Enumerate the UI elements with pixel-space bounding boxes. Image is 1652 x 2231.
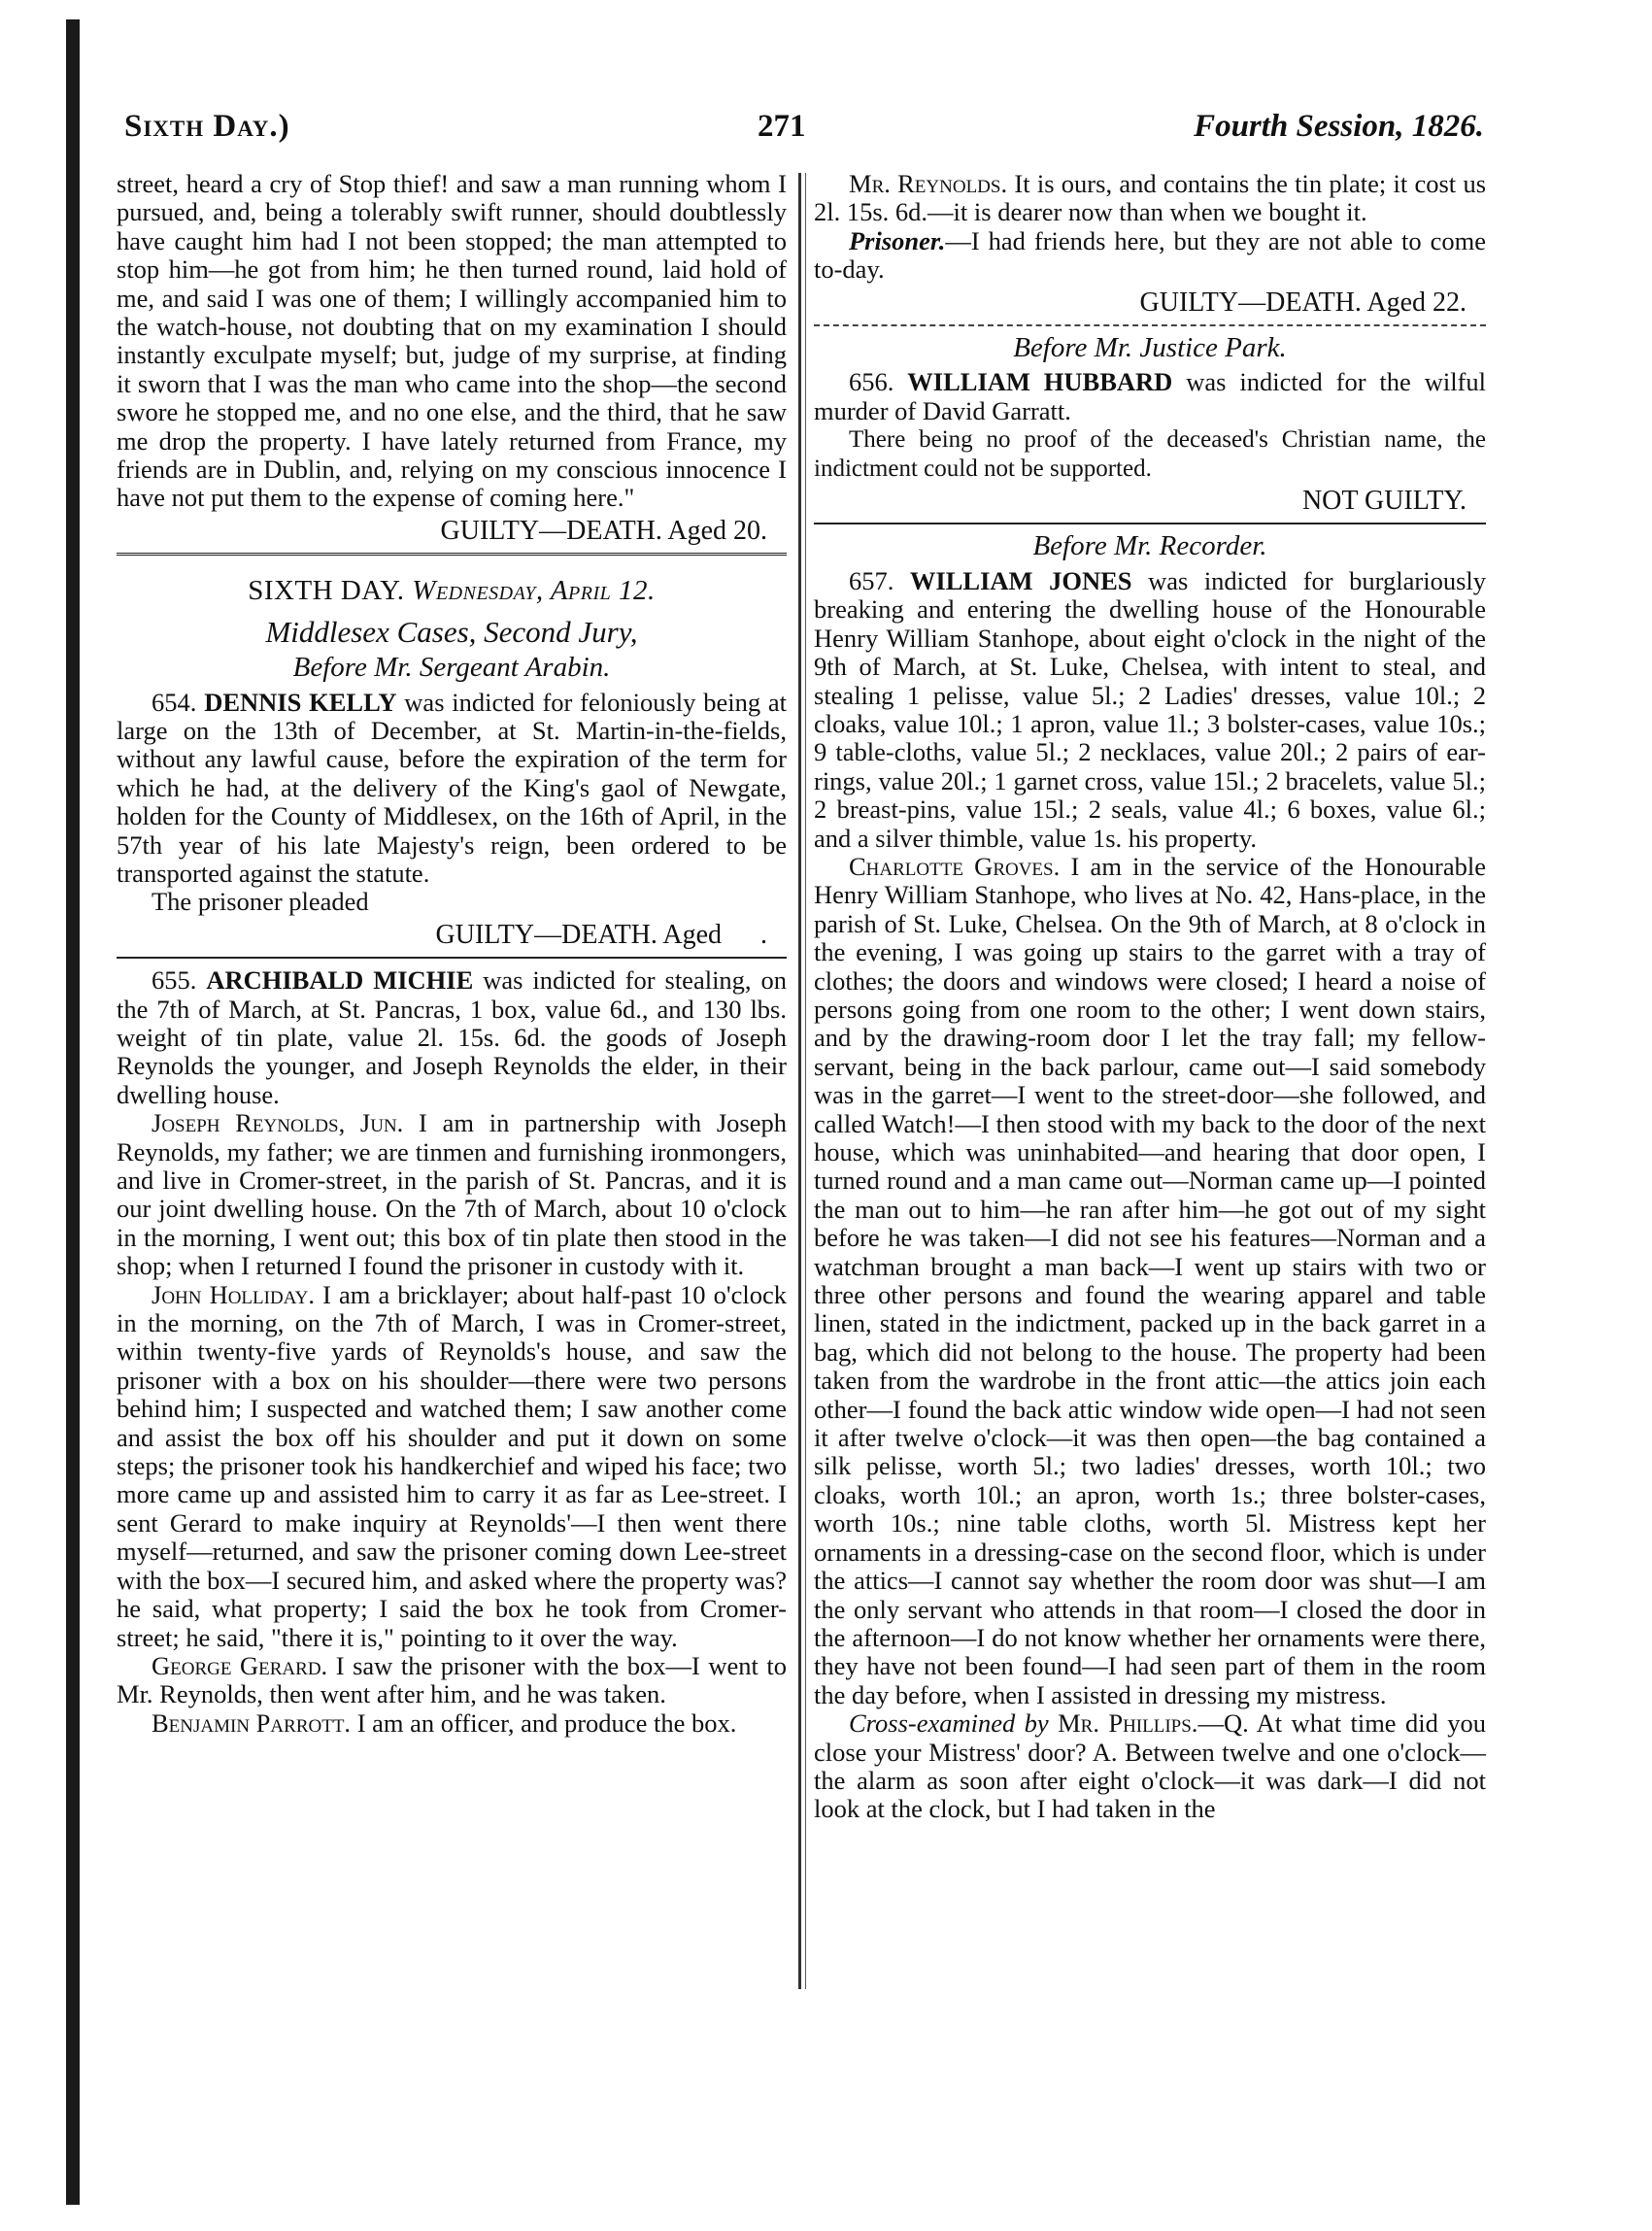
- verdict-text: GUILTY—DEATH. Aged: [435, 919, 722, 950]
- witness-testimony: [117, 1109, 787, 1280]
- case-656: [814, 368, 1486, 425]
- testimony-text: I am in partnership with Joseph Reynolds, my father; we are tinmen and furnishing ironmongers, and live in Cromer-street, in the parish of St. Pancras, and it is our joint dwelling house. On the 7th of March, about 10 o'clock in the morning, I went out; this box of tin plate then stood in the shop; when I returned I found the prisoner in custody with it.: [117, 1108, 787, 1281]
- day-date: Wednesday, April 12.: [412, 575, 656, 607]
- testimony-text: I am a bricklayer; about half-past 10 o'clock in the morning, on the 7th of March, I was in Cromer-street, within twenty-five yards of Reynolds's house, and saw the prisoner with a box on his shoulder—there were two persons behind him; I suspected and watched them; I saw another come and assist the box off his shoulder and put it down on some steps; the prisoner took his handkerchief and wiped his face; two more came up and assisted him to carry it as far as Lee-street. I sent Gerard to make inquiry at Reynolds'—I then went there myself—returned, and saw the prisoner coming down Lee-street with the box—I secured him, and asked where the property was? he said, what property; I said the box he took from Cromer-street; he said, "there it is," pointing to it over the way.: [117, 1279, 787, 1652]
- prisoner-label: Prisoner.: [849, 225, 946, 255]
- case-text: was indicted for the wilful murder of David Garratt.: [814, 367, 1486, 425]
- right-column: [814, 170, 1486, 1824]
- verdict: GUILTY—DEATH. Aged .: [435, 919, 767, 950]
- case-rule: [814, 324, 1486, 326]
- case-text: was indicted for feloniously being at large on the 13th of December, at St. Martin-in-the-fields, without any lawful cause, before the expiration of the term for which he had, at the delivery of the King's gaol of Newgate, holden for the County of Middlesex, on the 16th of April, in the 57th year of his late Majesty's reign, been ordered to be transported against the statute.: [117, 687, 788, 888]
- jury-subtitle: Middlesex Cases, Second Jury,: [265, 614, 638, 649]
- witness-testimony: [117, 1281, 787, 1652]
- witness-testimony: [814, 853, 1486, 1709]
- counsel-name: Mr. Phillips.: [1058, 1708, 1198, 1739]
- defendant-name: WILLIAM HUBBARD: [907, 367, 1173, 397]
- judge-heading: Before Mr. Justice Park.: [1013, 332, 1287, 364]
- day-title: SIXTH DAY.: [248, 575, 405, 607]
- cross-text: —Q. At what time did you close your Mistress' door? A. Between twelve and one o'clock—the alarm as soon after eight o'clock—it was dark—I did not look at the clock, but I had taken in the: [814, 1708, 1486, 1824]
- defendant-name: ARCHIBALD MICHIE: [206, 965, 474, 996]
- case-rule: [117, 957, 787, 959]
- case-number: 656.: [849, 367, 894, 397]
- cross-examination: [814, 1709, 1486, 1824]
- prisoner-statement: [814, 227, 1486, 285]
- case-655: [117, 966, 787, 1109]
- verdict: GUILTY—DEATH. Aged 20.: [440, 515, 767, 546]
- witness-name: Mr. Reynolds.: [849, 169, 1008, 198]
- judge-heading: Before Mr. Sergeant Arabin.: [292, 652, 611, 684]
- witness-testimony: [117, 1652, 787, 1709]
- case-657: [814, 567, 1486, 853]
- column-divider: [798, 173, 801, 1989]
- case-rule: [814, 523, 1486, 524]
- testimony-text: It is ours, and contains the tin plate; it cost us 2l. 15s. 6d.—it is dearer now than when we bought it.: [814, 169, 1487, 227]
- running-head-left: Sixth Day.): [124, 109, 290, 144]
- case-note: There being no proof of the deceased's Christian name, the indictment could not be supported.: [814, 426, 1486, 482]
- case-text: was indicted for stealing, on the 7th of March, at St. Pancras, 1 box, value 6d., and 130 lbs. weight of tin plate, value 2l. 15s. 6d. the goods of Joseph Reynolds the younger, and Joseph Reynolds the elder, in their dwelling house.: [117, 965, 787, 1109]
- page-number: 271: [758, 109, 806, 144]
- case-text: was indicted for burglariously breaking and entering the dwelling house of the Honourable Henry William Stanhope, about eight o'clock in the night of the 9th of March, at St. Luke, Chelsea, with intent to steal, and stealing 1 pelisse, value 5l.; 2 Ladies' dresses, value 10l.; 2 cloaks, value 10l.; 1 apron, value 1l.; 3 bolster-cases, value 10s.; 9 table-cloths, value 5l.; 2 necklaces, value 20l.; 2 pairs of ear-rings, value 20l.; 1 garnet cross, value 15l.; 2 bracelets, value 5l.; 2 breast-pins, value 15l.; 2 seals, value 4l.; 6 boxes, value 6l.; and a silver thimble, value 1s. his property.: [814, 565, 1487, 853]
- defendant-name: DENNIS KELLY: [204, 687, 397, 717]
- witness-name: Joseph Reynolds, Jun.: [152, 1108, 404, 1138]
- testimony-text: I am an officer, and produce the box.: [356, 1707, 737, 1738]
- statement-text: —I had friends here, but they are not able to come to-day.: [814, 225, 1486, 285]
- verdict: NOT GUILTY.: [1301, 486, 1467, 517]
- case-number: 655.: [152, 965, 197, 996]
- judge-heading: Before Mr. Recorder.: [1032, 530, 1267, 562]
- testimony-text: I am in the service of the Honourable Henry William Stanhope, who lives at No. 42, Hans-place, in the parish of St. Luke, Chelsea. On the 9th of March, at 8 o'clock in the evening, I was going up stairs to the garret with a tray of clothes; the doors and windows were closed; I heard a noise of persons going from one room to the other; I went down stairs, and by the drawing-room door I let the tray fall; my fellow-servant, being in the back parlour, came out—I said somebody was in the garret—I went to the street-door—she followed, and called Watch!—I then stood with my back to the door of the next house, which was uninhabited—and hearing that door open, I turned round and a man came out—Norman came up—I pointed the man out to him—he ran after him—he got out of my sight before he was taken—I did not see his features—Norman and a watchman brought a man back—I went up stairs with two or three other persons and found the wearing apparel and table linen, stated in the indictment, packed up in the back garret in a bag, which did not belong to the house. The property had been taken from the wardrobe in the front attic—the attics join each other—I found the back attic window wide open—I had not seen it after twelve o'clock—it was then open—the bag contained a silk pelisse, worth 5l.; two ladies' dresses, worth 10l.; two cloaks, worth 10l.; an apron, worth 1s.; three bolster-cases, worth 10s.; nine table cloths, worth 5l. Mistress kept her ornaments in a dressing-case on the second floor, which is under the attics—I cannot say whether the room door was shut—I am the only servant who attends in that room—I closed the door in the afternoon—I do not know whether her ornaments were there, they have not been found—I had seen part of them in the room the day before, when I assisted in dressing my mistress.: [814, 851, 1486, 1709]
- witness-name: John Holliday.: [152, 1279, 316, 1309]
- left-column: [117, 170, 787, 1738]
- witness-testimony: [814, 170, 1486, 227]
- witness-name: Benjamin Parrott.: [152, 1707, 352, 1738]
- running-head-right: Fourth Session, 1826.: [1194, 109, 1484, 144]
- column-divider-secondary: [805, 173, 806, 1989]
- section-rule: [117, 553, 787, 559]
- case-number: 654.: [152, 687, 197, 717]
- witness-name: George Gerard.: [152, 1650, 328, 1680]
- binding-edge: [66, 19, 80, 2205]
- defendant-name: WILLIAM JONES: [909, 565, 1132, 595]
- witness-testimony: [117, 1709, 787, 1738]
- testimony-text: I saw the prisoner with the box—I went to Mr. Reynolds, then went after him, and he was taken.: [117, 1650, 788, 1709]
- day-heading: [117, 577, 787, 605]
- cross-label: Cross-examined by: [849, 1708, 1049, 1739]
- page-header: [124, 109, 1484, 157]
- case-654: [117, 689, 787, 889]
- verdict: GUILTY—DEATH. Aged 22.: [1139, 287, 1467, 318]
- plea-line: The prisoner pleaded: [152, 887, 369, 917]
- witness-name: Charlotte Groves.: [849, 851, 1061, 881]
- case-number: 657.: [849, 565, 894, 595]
- continued-statement: street, heard a cry of Stop thief! and saw a man running whom I pursued, and, being a tolerably swift runner, should doubtlessly have caught him had I not been stopped; the man attempted to stop him—he got from him; he then turned round, laid hold of me, and said I was one of them; I willingly accompanied him to the watch-house, not doubting that on my examination I should instantly exculpate myself; but, judge of my surprise, at finding it sworn that I was the man who came into the shop—the second swore he stopped me, and no one else, and the third, that he saw me drop the property. I have lately returned from France, my friends are in Dublin, and, relying on my conscious innocence I have not put them to the expense of coming here.": [117, 169, 787, 513]
